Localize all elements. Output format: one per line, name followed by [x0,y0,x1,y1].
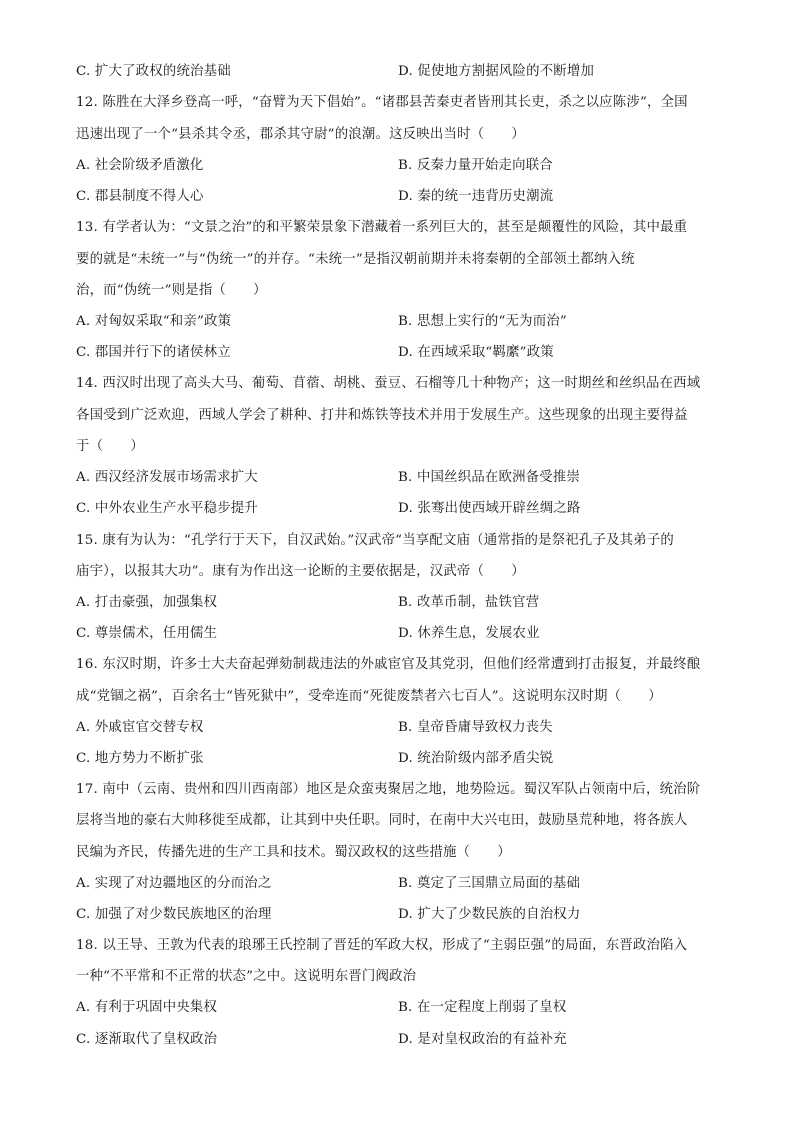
q16-option-c: C. 地方势力不断扩张 [76,751,204,766]
q11-option-d: D. 促使地方割据风险的不断增加 [398,64,595,79]
q17-option-d: D. 扩大了少数民族的自治权力 [398,907,581,922]
q17-stem-line-3: 民编为齐民，传播先进的生产工具和技术。蜀汉政权的这些措施（ ） [76,845,511,860]
q12-option-b: B. 反秦力量开始走向联合 [398,158,553,173]
q12-stem-line-2: 迅速出现了一个“县杀其令丞，郡杀其守尉”的浪潮。这反映出当时（ ） [76,127,525,142]
q13-option-d: D. 在西域采取“羁縻”政策 [398,345,554,360]
q18-option-b: B. 在一定程度上削弱了皇权 [398,1000,567,1015]
q17-option-a: A. 实现了对边疆地区的分而治之 [76,876,272,891]
q15-option-c: C. 尊崇儒术，任用儒生 [76,626,218,641]
q17-stem-line-2: 层将当地的豪右大帅移徙至成都，让其到中央任职。同时，在南中大兴屯田，鼓励垦荒种地，将各族人 [76,813,688,828]
q15-option-d: D. 休养生息，发展农业 [398,626,540,641]
q18-option-c: C. 逐渐取代了皇权政治 [76,1032,218,1047]
q14-stem-line-2: 各国受到广泛欢迎，西域人学会了耕种、打井和炼铁等技术并用于发展生产。这些现象的出现主要得益 [76,408,688,423]
q15-option-a: A. 打击豪强，加强集权 [76,595,218,610]
q13-option-c: C. 郡国并行下的诸侯林立 [76,345,231,360]
q13-stem-line-2: 要的就是“未统一”与“伪统一”的并存。“未统一”是指汉朝前期并未将秦朝的全部领土都纳入统 [76,252,635,267]
q16-stem-line-1: 16. 东汉时期，许多士大夫奋起弹劾制裁违法的外戚宦官及其党羽，但他们经常遭到打击报复，并最终酿 [76,657,701,672]
q12-option-d: D. 秦的统一违背历史潮流 [398,189,554,204]
q16-option-d: D. 统治阶级内部矛盾尖锐 [398,751,554,766]
q16-stem-line-2: 成“党锢之祸”，百余名士“皆死狱中”，受牵连而“死徙废禁者六七百人”。这说明东汉时期（ ） [76,689,662,704]
q15-option-b: B. 改革币制，盐铁官营 [398,595,540,610]
q11-option-c: C. 扩大了政权的统治基础 [76,64,231,79]
q16-option-b: B. 皇帝昏庸导致权力丧失 [398,720,553,735]
q14-option-a: A. 西汉经济发展市场需求扩大 [76,470,258,485]
q18-option-a: A. 有利于巩固中央集权 [76,1000,218,1015]
q15-stem-line-1: 15. 康有为认为：“孔学行于天下，自汉武始。”汉武帝“当享配文庙（通常指的是祭祀孔子及其弟子的 [76,533,675,548]
q12-stem-line-1: 12. 陈胜在大泽乡登高一呼，“奋臂为天下倡始”。“诸郡县苦秦吏者皆刑其长吏，杀之以应陈涉”，全国 [76,95,688,110]
q17-option-b: B. 奠定了三国鼎立局面的基础 [398,876,581,891]
q18-stem-line-1: 18. 以王导、王敦为代表的琅琊王氏控制了晋廷的军政大权，形成了“主弱臣强”的局面，东晋政治陷入 [76,938,688,953]
q14-option-d: D. 张骞出使西域开辟丝绸之路 [398,501,581,516]
q17-option-c: C. 加强了对少数民族地区的治理 [76,907,272,922]
q16-option-a: A. 外戚宦官交替专权 [76,720,204,735]
q17-stem-line-1: 17. 南中（云南、贵州和四川西南部）地区是众蛮夷聚居之地，地势险远。蜀汉军队占领南中后，统治阶 [76,782,701,797]
q14-stem-line-3: 于（ ） [76,439,144,454]
q13-stem-line-1: 13. 有学者认为：“文景之治”的和平繁荣景象下潜藏着一系列巨大的，甚至是颠覆性的风险，其中最重 [76,220,688,235]
q14-stem-line-1: 14. 西汉时出现了高头大马、葡萄、苜蓿、胡桃、蚕豆、石榴等几十种物产；这一时期丝和丝织品在西域 [76,376,701,391]
q13-stem-line-3: 治，而“伪统一”则是指（ ） [76,283,267,298]
q13-option-a: A. 对匈奴采取“和亲”政策 [76,314,232,329]
q12-option-a: A. 社会阶级矛盾激化 [76,158,204,173]
q15-stem-line-2: 庙宇），以报其大功”。康有为作出这一论断的主要依据是，汉武帝（ ） [76,564,525,579]
q18-stem-line-2: 一种“不平常和不正常的状态”之中。这说明东晋门阀政治 [76,969,417,984]
q13-option-b: B. 思想上实行的“无为而治” [398,314,567,329]
q12-option-c: C. 郡县制度不得人心 [76,189,204,204]
q14-option-c: C. 中外农业生产水平稳步提升 [76,501,258,516]
q14-option-b: B. 中国丝织品在欧洲备受推崇 [398,470,581,485]
q18-option-d: D. 是对皇权政治的有益补充 [398,1032,567,1047]
